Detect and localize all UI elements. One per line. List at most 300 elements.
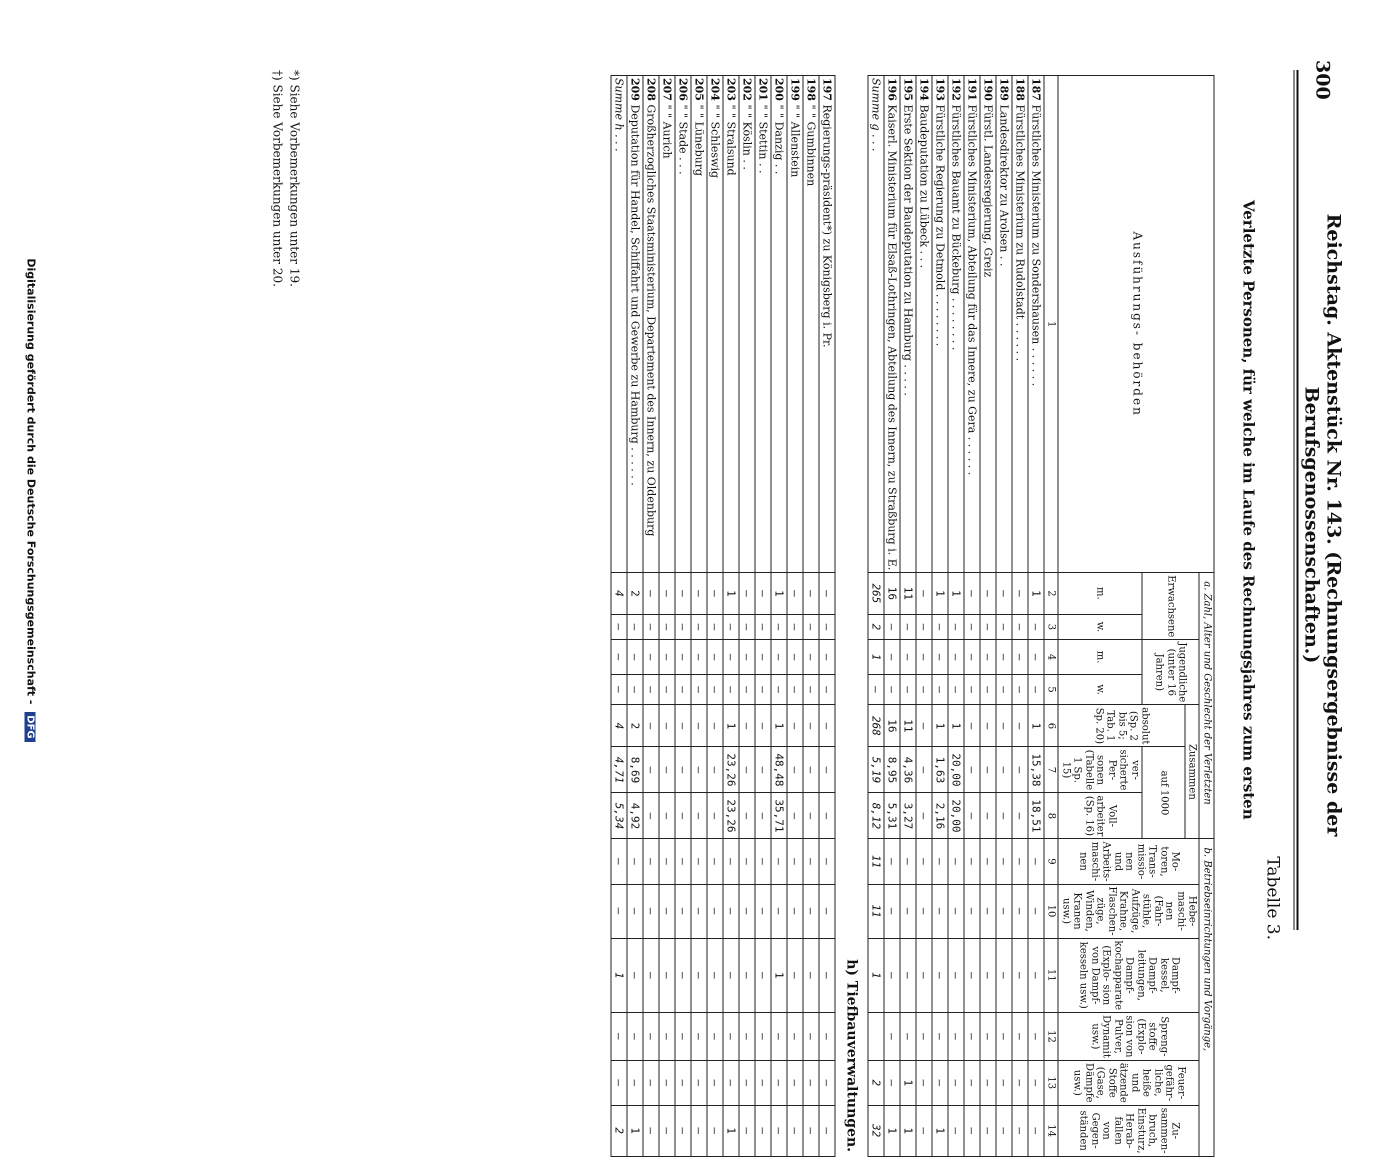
authority-name: " " Stralsund: [724, 104, 738, 176]
value-cell: —: [1012, 793, 1028, 839]
sum-value: 1: [868, 640, 884, 675]
value-cell: —: [771, 674, 787, 704]
col-header-fulltime: Voll- arbeiter (Sp. 16): [1059, 793, 1143, 839]
table-row: [739, 76, 755, 1157]
value-cell: —: [1028, 938, 1044, 1013]
value-cell: —: [627, 884, 643, 938]
value-cell: —: [819, 938, 835, 1013]
value-cell: —: [771, 640, 787, 675]
row-number: 197: [820, 78, 834, 101]
value-cell: —: [980, 793, 996, 839]
section-title-row: [835, 76, 868, 1157]
value-cell: —: [675, 747, 691, 793]
sum-value: 265: [868, 573, 884, 614]
col-header-10: Hebe- maschi- nen (Fahr- stühle, Aufzüge, Krahne, Flaschen- züge, Winden, Kranen usw.): [1059, 884, 1200, 938]
value-cell: —: [819, 839, 835, 884]
value-cell: —: [659, 1060, 675, 1105]
value-cell: —: [707, 1105, 723, 1156]
value-cell: —: [948, 938, 964, 1013]
value-cell: —: [819, 884, 835, 938]
value-cell: —: [803, 1013, 819, 1061]
sum-value: —: [611, 839, 627, 884]
authority-name: " " Gumbinnen: [804, 104, 818, 187]
sum-value: [868, 1013, 884, 1061]
value-cell: —: [819, 1060, 835, 1105]
value-cell: 1: [771, 705, 787, 747]
value-cell: —: [643, 793, 659, 839]
value-cell: —: [980, 884, 996, 938]
value-cell: —: [996, 640, 1012, 675]
value-cell: —: [964, 674, 980, 704]
value-cell: —: [916, 1013, 932, 1061]
value-cell: —: [787, 640, 803, 675]
value-cell: 5,31: [884, 793, 900, 839]
value-cell: —: [739, 573, 755, 614]
value-cell: —: [691, 839, 707, 884]
value-cell: —: [755, 839, 771, 884]
value-cell: —: [996, 614, 1012, 640]
value-cell: —: [755, 674, 771, 704]
value-cell: —: [675, 793, 691, 839]
authority-name: " " Allenstein: [788, 104, 802, 178]
authority-cell: [900, 76, 916, 573]
section-h-body: [611, 76, 868, 1157]
value-cell: —: [739, 1060, 755, 1105]
col-header-9: Mo- toren, Trans- missio- nen und Arbeits- maschi- nen: [1059, 839, 1200, 884]
row-number: 188: [1013, 78, 1027, 101]
authority-name: Kaiserl. Ministerium für Elsaß-Lothringen, Abteilung des Innern, zu Straßburg i. E.: [885, 104, 899, 571]
value-cell: —: [627, 839, 643, 884]
value-cell: —: [996, 747, 1012, 793]
value-cell: —: [643, 938, 659, 1013]
value-cell: —: [1028, 884, 1044, 938]
col-header-11: Dampf- kessel, Dampf- leitungen, Dampf- kochapparate (Explo- sion von Dampf- kesseln usw.): [1059, 938, 1200, 1013]
table-row: [884, 76, 900, 1157]
authority-cell: [819, 76, 835, 573]
value-cell: —: [691, 705, 707, 747]
value-cell: 8,69: [627, 747, 643, 793]
value-cell: 18,51: [1028, 793, 1044, 839]
table-row: [755, 76, 771, 1157]
value-cell: —: [723, 1060, 739, 1105]
column-number: 10: [1044, 884, 1059, 938]
value-cell: —: [659, 705, 675, 747]
table-row: [723, 76, 739, 1157]
value-cell: —: [900, 884, 916, 938]
value-cell: —: [948, 640, 964, 675]
value-cell: 1: [932, 573, 948, 614]
group-header-b: b. Betriebseinrichtungen und Vorgänge,: [1200, 839, 1215, 1156]
value-cell: —: [643, 573, 659, 614]
value-cell: 16: [884, 705, 900, 747]
table-row: [643, 76, 659, 1157]
value-cell: —: [1012, 640, 1028, 675]
value-cell: —: [771, 839, 787, 884]
sum-value: 5,19: [868, 747, 884, 793]
authority-cell: [739, 76, 755, 573]
value-cell: —: [691, 1013, 707, 1061]
value-cell: —: [675, 839, 691, 884]
value-cell: 1: [723, 1105, 739, 1156]
value-cell: —: [771, 884, 787, 938]
sum-value: 1: [868, 938, 884, 1013]
sum-value: —: [611, 640, 627, 675]
sum-value: 11: [868, 839, 884, 884]
row-number: 196: [885, 78, 899, 101]
value-cell: —: [803, 614, 819, 640]
value-cell: —: [964, 1105, 980, 1156]
value-cell: —: [819, 1013, 835, 1061]
column-number: 9: [1044, 839, 1059, 884]
value-cell: —: [675, 1105, 691, 1156]
table-row: [803, 76, 819, 1157]
value-cell: —: [787, 705, 803, 747]
table-row: [707, 76, 723, 1157]
value-cell: —: [1012, 674, 1028, 704]
value-cell: —: [916, 839, 932, 884]
header-rule-thin: [1294, 70, 1295, 930]
authority-name: Baudeputation zu Lübeck . . .: [917, 104, 931, 269]
sum-row: [868, 76, 884, 1157]
value-cell: —: [739, 938, 755, 1013]
value-cell: —: [755, 1105, 771, 1156]
value-cell: —: [803, 747, 819, 793]
value-cell: —: [803, 793, 819, 839]
value-cell: 4,92: [627, 793, 643, 839]
sum-value: 2: [868, 614, 884, 640]
value-cell: —: [691, 747, 707, 793]
value-cell: —: [819, 640, 835, 675]
value-cell: —: [739, 747, 755, 793]
row-number: 202: [740, 78, 754, 101]
authority-name: " " Lüneburg: [692, 104, 706, 176]
column-number: 3: [1044, 614, 1059, 640]
value-cell: —: [739, 793, 755, 839]
value-cell: —: [996, 1105, 1012, 1156]
authority-name: Fürstliches Ministerium, Abteilung für das Innere, zu Gera . . . . . .: [965, 104, 979, 476]
authority-cell: [980, 76, 996, 573]
value-cell: —: [1012, 747, 1028, 793]
value-cell: —: [771, 1105, 787, 1156]
value-cell: —: [755, 884, 771, 938]
value-cell: —: [739, 674, 755, 704]
sum-value: 8,12: [868, 793, 884, 839]
value-cell: —: [1012, 1013, 1028, 1061]
value-cell: —: [787, 938, 803, 1013]
col-header-youth-w: w.: [1059, 674, 1143, 704]
value-cell: —: [819, 1105, 835, 1156]
column-number: 12: [1044, 1013, 1059, 1061]
value-cell: —: [1012, 1060, 1028, 1105]
value-cell: 1: [627, 1105, 643, 1156]
sum-value: —: [611, 884, 627, 938]
value-cell: —: [659, 938, 675, 1013]
row-number: 189: [997, 78, 1011, 101]
value-cell: 1,63: [932, 747, 948, 793]
value-cell: —: [707, 793, 723, 839]
value-cell: —: [819, 793, 835, 839]
column-number: 14: [1044, 1105, 1059, 1156]
value-cell: —: [707, 1013, 723, 1061]
value-cell: —: [739, 1013, 755, 1061]
value-cell: —: [675, 938, 691, 1013]
authority-name: Fürstl. Landesregierung, Greiz: [981, 104, 995, 278]
value-cell: —: [803, 884, 819, 938]
value-cell: —: [948, 1105, 964, 1156]
column-number: 7: [1044, 747, 1059, 793]
table-row: [659, 76, 675, 1157]
value-cell: —: [627, 674, 643, 704]
value-cell: —: [803, 1060, 819, 1105]
value-cell: —: [932, 1060, 948, 1105]
col-header-youth-m: m.: [1059, 640, 1143, 675]
sum-value: 5,34: [611, 793, 627, 839]
value-cell: —: [755, 705, 771, 747]
authority-name: Fürstliches Ministerium zu Rudolstadt . . . . . .: [1013, 104, 1027, 362]
sum-value: 268: [868, 705, 884, 747]
value-cell: —: [964, 640, 980, 675]
value-cell: —: [884, 1060, 900, 1105]
value-cell: —: [996, 793, 1012, 839]
value-cell: —: [707, 1060, 723, 1105]
value-cell: —: [659, 1013, 675, 1061]
value-cell: —: [723, 1013, 739, 1061]
sum-value: 4: [611, 573, 627, 614]
value-cell: —: [755, 938, 771, 1013]
value-cell: —: [627, 614, 643, 640]
table-label: Tabelle 3.: [1262, 856, 1283, 940]
value-cell: —: [707, 674, 723, 704]
row-number: 206: [676, 78, 690, 101]
value-cell: 20,00: [948, 747, 964, 793]
value-cell: 20,00: [948, 793, 964, 839]
value-cell: —: [932, 938, 948, 1013]
value-cell: —: [771, 614, 787, 640]
value-cell: 1: [723, 573, 739, 614]
value-cell: 1: [932, 1105, 948, 1156]
row-number: 209: [628, 78, 642, 101]
row-number: 200: [772, 78, 786, 101]
value-cell: —: [691, 573, 707, 614]
value-cell: —: [1012, 938, 1028, 1013]
sum-value: —: [611, 614, 627, 640]
col-header-14: Zu- sammen- bruch, Einsturz, Herab- fallen von Gegen- ständen: [1059, 1105, 1200, 1156]
section-title: h) Tiefbauverwaltungen.: [843, 959, 860, 1153]
value-cell: —: [707, 884, 723, 938]
value-cell: —: [739, 884, 755, 938]
value-cell: 16: [884, 573, 900, 614]
value-cell: —: [755, 793, 771, 839]
value-cell: —: [980, 938, 996, 1013]
table-row: [1028, 76, 1044, 1157]
table-row: [771, 76, 787, 1157]
value-cell: —: [787, 747, 803, 793]
value-cell: —: [916, 705, 932, 747]
value-cell: —: [916, 938, 932, 1013]
value-cell: —: [643, 1013, 659, 1061]
value-cell: —: [803, 640, 819, 675]
row-number: 205: [692, 78, 706, 101]
value-cell: —: [884, 938, 900, 1013]
value-cell: 2: [627, 573, 643, 614]
authority-name: Fürstliches Bauamt zu Bückeburg . . . . . . . .: [949, 104, 963, 351]
sum-value: 32: [868, 1105, 884, 1156]
value-cell: —: [964, 1013, 980, 1061]
value-cell: —: [675, 640, 691, 675]
value-cell: —: [787, 884, 803, 938]
value-cell: —: [803, 705, 819, 747]
sum-value: 2: [868, 1060, 884, 1105]
value-cell: —: [627, 1060, 643, 1105]
sum-label: Summe h . . .: [611, 76, 627, 573]
column-number: 4: [1044, 640, 1059, 675]
value-cell: —: [996, 573, 1012, 614]
col-header-youths: Jugendliche (unter 16 Jahren): [1142, 640, 1200, 705]
authority-name: Deputation für Handel, Schiffahrt und Gewerbe zu Hamburg . . . . . .: [628, 104, 642, 486]
row-number: 191: [965, 78, 979, 101]
footnote: *) Siehe Vorbemerkungen unter 19.: [287, 70, 302, 287]
column-number: 1: [1044, 76, 1059, 573]
value-cell: —: [675, 705, 691, 747]
value-cell: —: [803, 839, 819, 884]
value-cell: —: [819, 573, 835, 614]
authority-cell: [1028, 76, 1044, 573]
value-cell: —: [980, 1060, 996, 1105]
value-cell: —: [659, 884, 675, 938]
value-cell: —: [627, 640, 643, 675]
value-cell: —: [803, 573, 819, 614]
value-cell: —: [643, 1060, 659, 1105]
authority-cell: [675, 76, 691, 573]
sum-value: —: [611, 674, 627, 704]
value-cell: —: [739, 640, 755, 675]
value-cell: 1: [771, 938, 787, 1013]
authority-name: " " Köslin . .: [740, 104, 754, 170]
group-header-a: a. Zahl, Alter und Geschlecht der Verletzten: [1200, 573, 1215, 839]
value-cell: —: [980, 614, 996, 640]
page-number: 300: [1311, 60, 1334, 100]
value-cell: —: [771, 1013, 787, 1061]
row-number: 207: [660, 78, 674, 101]
value-cell: —: [643, 705, 659, 747]
col-header-12: Spreng- stoffe (Explo- sion von Pulver, Dynamit usw.): [1059, 1013, 1200, 1061]
value-cell: —: [707, 573, 723, 614]
value-cell: —: [723, 640, 739, 675]
row-number: 199: [788, 78, 802, 101]
table-row: [627, 76, 643, 1157]
dfg-logo: DFG: [25, 712, 36, 741]
value-cell: —: [916, 884, 932, 938]
value-cell: —: [996, 938, 1012, 1013]
value-cell: —: [916, 573, 932, 614]
value-cell: —: [884, 640, 900, 675]
value-cell: —: [996, 1060, 1012, 1105]
value-cell: —: [1028, 640, 1044, 675]
authority-name: " " Aurich: [660, 104, 674, 159]
authority-name: Fürstliches Ministerium zu Sondershausen . . . . . .: [1029, 104, 1043, 387]
value-cell: —: [884, 1013, 900, 1061]
value-cell: —: [691, 793, 707, 839]
value-cell: —: [659, 614, 675, 640]
value-cell: 11: [900, 705, 916, 747]
value-cell: —: [884, 884, 900, 938]
value-cell: —: [675, 1013, 691, 1061]
authority-name: Landesdirektor zu Arolsen . .: [997, 104, 1011, 267]
value-cell: —: [964, 614, 980, 640]
authority-cell: [787, 76, 803, 573]
row-number: 190: [981, 78, 995, 101]
authority-cell: [964, 76, 980, 573]
authority-name: Großherzogliches Staatsministerium, Departement des Innern, zu Oldenburg: [644, 104, 658, 537]
row-number: 195: [901, 78, 915, 101]
authority-cell: [755, 76, 771, 573]
value-cell: —: [996, 839, 1012, 884]
value-cell: —: [627, 938, 643, 1013]
authority-cell: [884, 76, 900, 573]
value-cell: —: [675, 1060, 691, 1105]
value-cell: —: [948, 674, 964, 704]
column-number: 8: [1044, 793, 1059, 839]
col-header-absolute: absolut (Sp. 2 bis 5; Tab. 1 Sp. 20): [1059, 705, 1186, 747]
value-cell: —: [691, 884, 707, 938]
table-row: [787, 76, 803, 1157]
authority-name: Erste Sektion der Baudeputation zu Hamburg . . . . .: [901, 104, 915, 396]
section-g-body: [868, 76, 1044, 1157]
value-cell: 1: [948, 705, 964, 747]
value-cell: —: [980, 1013, 996, 1061]
value-cell: 1: [932, 705, 948, 747]
value-cell: —: [819, 705, 835, 747]
value-cell: —: [996, 1013, 1012, 1061]
value-cell: —: [707, 705, 723, 747]
table-title: Verletzte Personen, für welche im Laufe des Rechnungsjahres zum ersten: [1239, 200, 1258, 820]
table-row: [1012, 76, 1028, 1157]
header-rule: [1297, 70, 1299, 930]
value-cell: —: [675, 573, 691, 614]
value-cell: —: [932, 674, 948, 704]
table-row: [691, 76, 707, 1157]
value-cell: —: [964, 839, 980, 884]
value-cell: —: [691, 1060, 707, 1105]
value-cell: —: [675, 884, 691, 938]
page-title: Reichstag. Aktenstück Nr. 143. (Rechnungsergebnisse der Berufsgenossenschaften.): [1300, 213, 1345, 837]
value-cell: —: [659, 793, 675, 839]
value-cell: —: [755, 1013, 771, 1061]
value-cell: —: [1028, 1060, 1044, 1105]
authority-cell: [643, 76, 659, 573]
value-cell: —: [916, 747, 932, 793]
value-cell: —: [948, 839, 964, 884]
value-cell: —: [659, 674, 675, 704]
authority-cell: [932, 76, 948, 573]
authority-cell: [723, 76, 739, 573]
authority-name: " " Schleswig: [708, 104, 722, 179]
value-cell: —: [659, 640, 675, 675]
digitization-credit: [25, 0, 38, 1000]
value-cell: 1: [771, 573, 787, 614]
col-header-adult-m: m.: [1059, 573, 1143, 614]
value-cell: —: [691, 614, 707, 640]
value-cell: 15,38: [1028, 747, 1044, 793]
value-cell: —: [755, 1060, 771, 1105]
authority-cell: [996, 76, 1012, 573]
value-cell: —: [707, 747, 723, 793]
value-cell: —: [643, 1105, 659, 1156]
column-number: 13: [1044, 1060, 1059, 1105]
value-cell: —: [659, 747, 675, 793]
sum-value: 4: [611, 705, 627, 747]
value-cell: —: [755, 640, 771, 675]
